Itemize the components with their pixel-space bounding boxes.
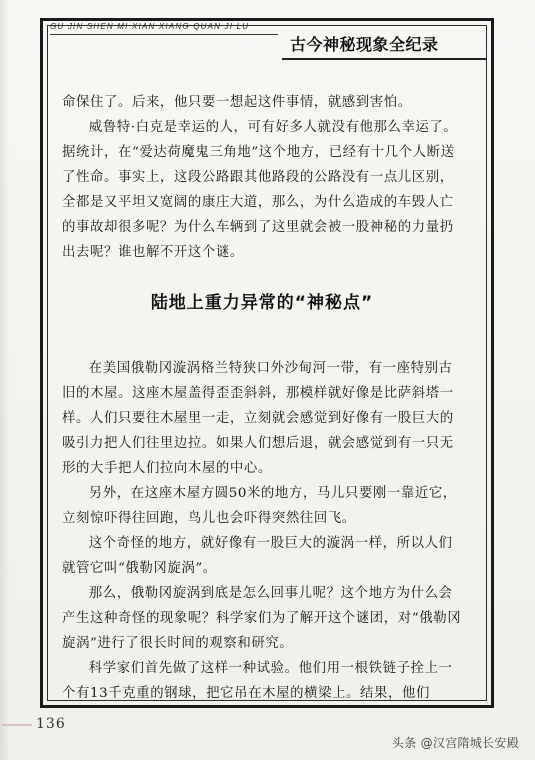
text-block-bottom bbox=[62, 356, 462, 706]
book-title: 古今神秘现象全纪录 bbox=[286, 32, 443, 55]
watermark-text: 头条 @汉宫隋城长安殿 bbox=[391, 736, 519, 750]
title-underline bbox=[282, 58, 487, 60]
paragraph: 这个奇怪的地方，就好像有一股巨大的漩涡一样，所以人们就管它叫“俄勒冈旋涡”。 bbox=[62, 536, 453, 576]
paragraph: 科学家们首先做了这样一种试验。他们用一根铁链子拴上一个有13千克重的钢球，把它吊在木屋的横梁上。结果，他们 bbox=[62, 661, 453, 701]
header-rule bbox=[50, 34, 278, 35]
paragraph: 在美国俄勒冈漩涡格兰特狭口外沙甸河一带，有一座特别古旧的木屋。这座木屋盖得歪歪斜斜，那模样就好像是比萨斜塔一样。人们只要往木屋里一走，立刻就会感觉到好像有一股巨大的吸引力把人们往里边拉。如果人们想后退，就会感觉到有一只无形的大手把人们拉向木屋的中心。 bbox=[62, 361, 454, 476]
page-number: 136 bbox=[36, 716, 66, 732]
text-block-top bbox=[62, 90, 462, 265]
paragraph: 威鲁特·白克是幸运的人，可有好多人就没有他那么幸运了。据统计，在“爱达荷魔鬼三角地”这个地方，已经有十几个人断送了性命。事实上，这段公路跟其他路段的公路没有一点儿区别，全都是又平坦又宽阔的康庄大道，那么，为什么造成的车毁人亡的事故却很多呢？为什么车辆到了这里就会被一股神秘的力量扔出去呢？谁也解不开这个谜。 bbox=[62, 120, 458, 260]
page-edge-shadow bbox=[0, 0, 10, 760]
paragraph: 另外，在这座木屋方圆50米的地方，马儿只要刚一靠近它，立刻惊吓得往回跑，鸟儿也会吓得突然往回飞。 bbox=[62, 486, 457, 526]
running-head-pinyin: GU JIN SHEN MI XIAN XIANG QUAN JI LU bbox=[50, 22, 250, 31]
section-title: 陆地上重力异常的“神秘点” bbox=[150, 293, 374, 313]
paragraph: 命保住了。后来，他只要一想起这件事情，就感到害怕。 bbox=[62, 95, 412, 110]
paragraph: 那么，俄勒冈旋涡到底是怎么回事儿呢？这个地方为什么会产生这种奇怪的现象呢？科学家们为了解开这个谜团，对“俄勒冈旋涡”进行了很长时间的观察和研究。 bbox=[62, 586, 462, 651]
